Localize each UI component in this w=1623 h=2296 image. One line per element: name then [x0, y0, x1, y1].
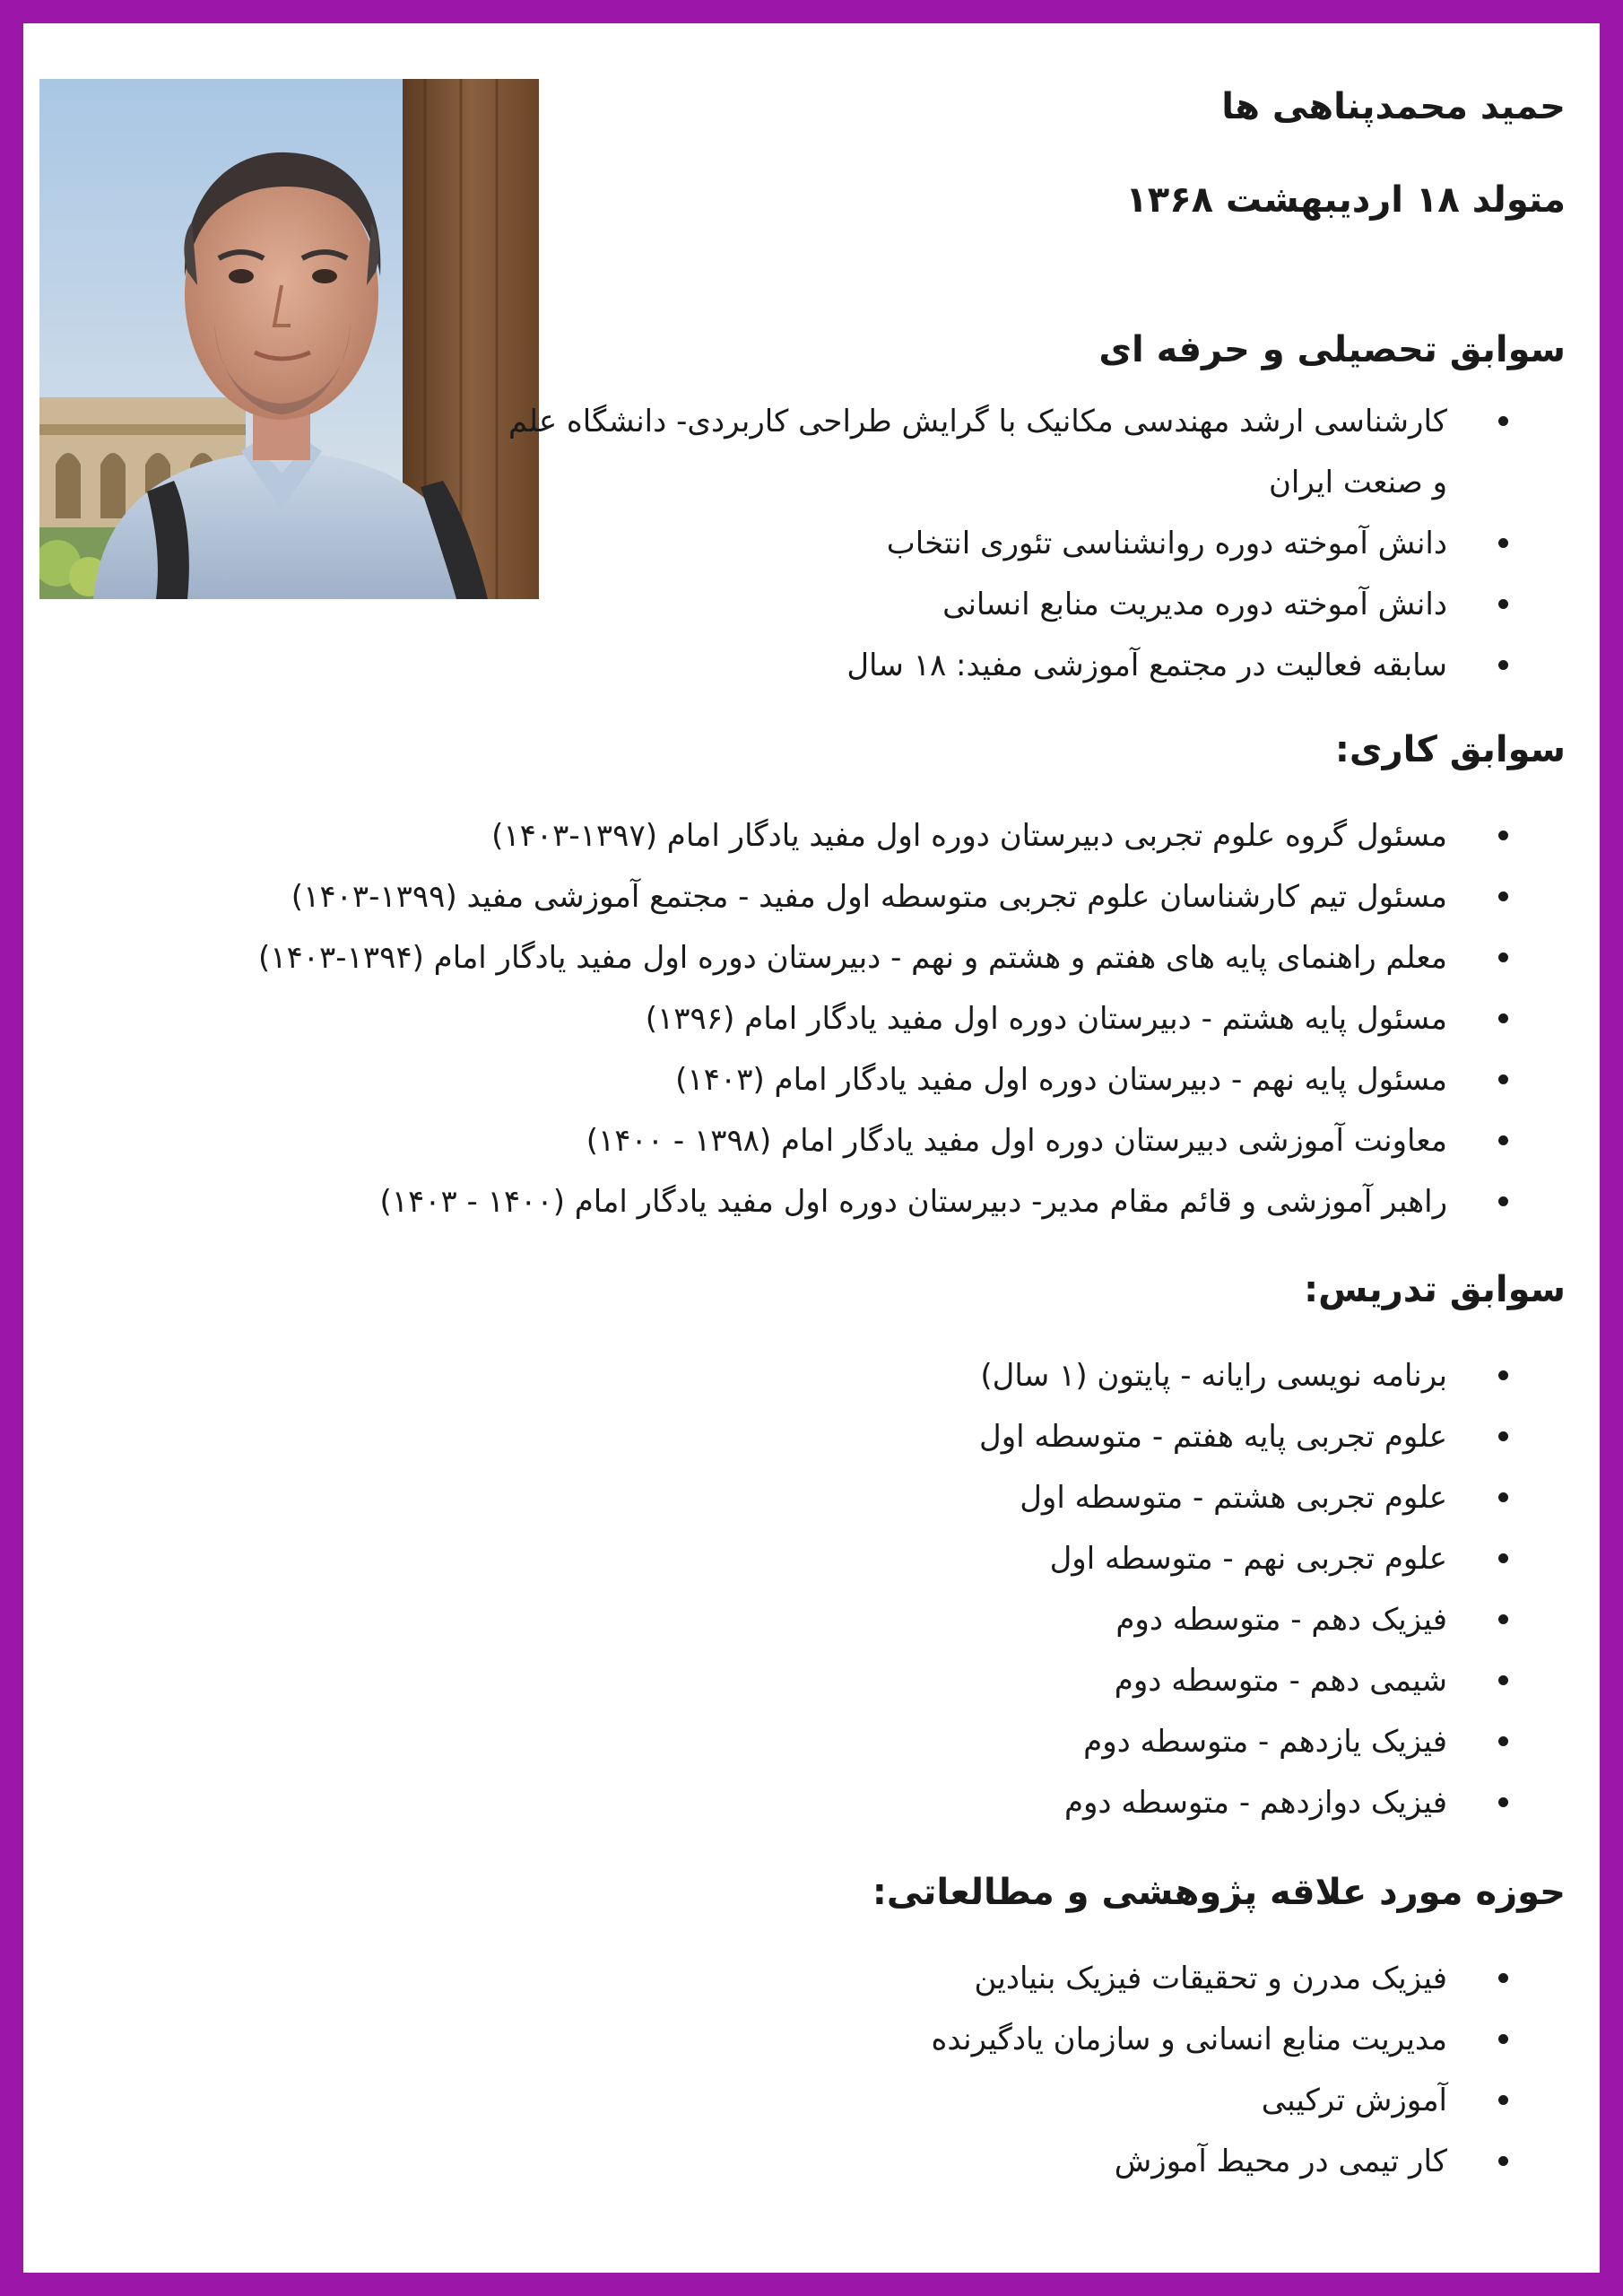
teaching-item: علوم تجربی هشتم - متوسطه اول: [41, 1467, 1566, 1528]
research-title: حوزه مورد علاقه پژوهشی و مطالعاتی:: [872, 1872, 1566, 1913]
research-list: [41, 1948, 1566, 2192]
teaching-item: فیزیک دوازدهم - متوسطه دوم: [41, 1772, 1566, 1833]
work-item: مسئول پایه هشتم - دبیرستان دوره اول مفید یادگار امام (۱۳۹۶): [41, 988, 1566, 1049]
work-item: معلم راهنمای پایه های هفتم و هشتم و نهم - دبیرستان دوره اول مفید یادگار امام (۱۳۹۴-۱۴۰۳): [41, 927, 1566, 988]
research-item: فیزیک مدرن و تحقیقات فیزیک بنیادین: [41, 1948, 1566, 2009]
teaching-item: علوم تجربی پایه هفتم - متوسطه اول: [41, 1406, 1566, 1467]
education-item: کارشناسی ارشد مهندسی مکانیک با گرایش طراحی کاربردی- دانشگاه علم و صنعت ایران: [490, 391, 1566, 513]
teaching-item: برنامه نویسی رایانه - پایتون (۱ سال): [41, 1345, 1566, 1406]
work-item: مسئول پایه نهم - دبیرستان دوره اول مفید یادگار امام (۱۴۰۳): [41, 1049, 1566, 1110]
teaching-title: سوابق تدریس:: [1304, 1269, 1566, 1310]
work-title: سوابق کاری:: [1334, 729, 1566, 770]
research-item: مدیریت منابع انسانی و سازمان یادگیرنده: [41, 2009, 1566, 2070]
person-name: حمید محمدپناهی ها: [1221, 86, 1566, 127]
education-item: دانش آموخته دوره روانشناسی تئوری انتخاب: [490, 513, 1566, 574]
teaching-item: شیمی دهم - متوسطه دوم: [41, 1650, 1566, 1711]
education-title: سوابق تحصیلی و حرفه ای: [1098, 329, 1566, 370]
work-item: معاونت آموزشی دبیرستان دوره اول مفید یادگار امام (۱۳۹۸ - ۱۴۰۰): [41, 1110, 1566, 1171]
research-item: آموزش ترکیبی: [41, 2070, 1566, 2131]
work-list: [41, 805, 1566, 1232]
education-item: سابقه فعالیت در مجتمع آموزشی مفید: ۱۸ سال: [490, 635, 1566, 696]
teaching-item: فیزیک یازدهم - متوسطه دوم: [41, 1711, 1566, 1772]
work-item: مسئول گروه علوم تجربی دبیرستان دوره اول مفید یادگار امام (۱۳۹۷-۱۴۰۳): [41, 805, 1566, 866]
work-item: راهبر آموزشی و قائم مقام مدیر- دبیرستان دوره اول مفید یادگار امام (۱۴۰۰ - ۱۴۰۳): [41, 1171, 1566, 1232]
teaching-list: [41, 1345, 1566, 1833]
work-item: مسئول تیم کارشناسان علوم تجربی متوسطه اول مفید - مجتمع آموزشی مفید (۱۳۹۹-۱۴۰۳): [41, 866, 1566, 927]
education-item: دانش آموخته دوره مدیریت منابع انسانی: [490, 574, 1566, 635]
research-item: کار تیمی در محیط آموزش: [41, 2131, 1566, 2192]
education-list: [490, 391, 1566, 696]
teaching-item: علوم تجربی نهم - متوسطه اول: [41, 1528, 1566, 1589]
teaching-item: فیزیک دهم - متوسطه دوم: [41, 1589, 1566, 1650]
resume-content: [41, 79, 1566, 2192]
birth-date: متولد ۱۸ اردیبهشت ۱۳۶۸: [1125, 179, 1566, 221]
profile-header: [508, 79, 1566, 696]
